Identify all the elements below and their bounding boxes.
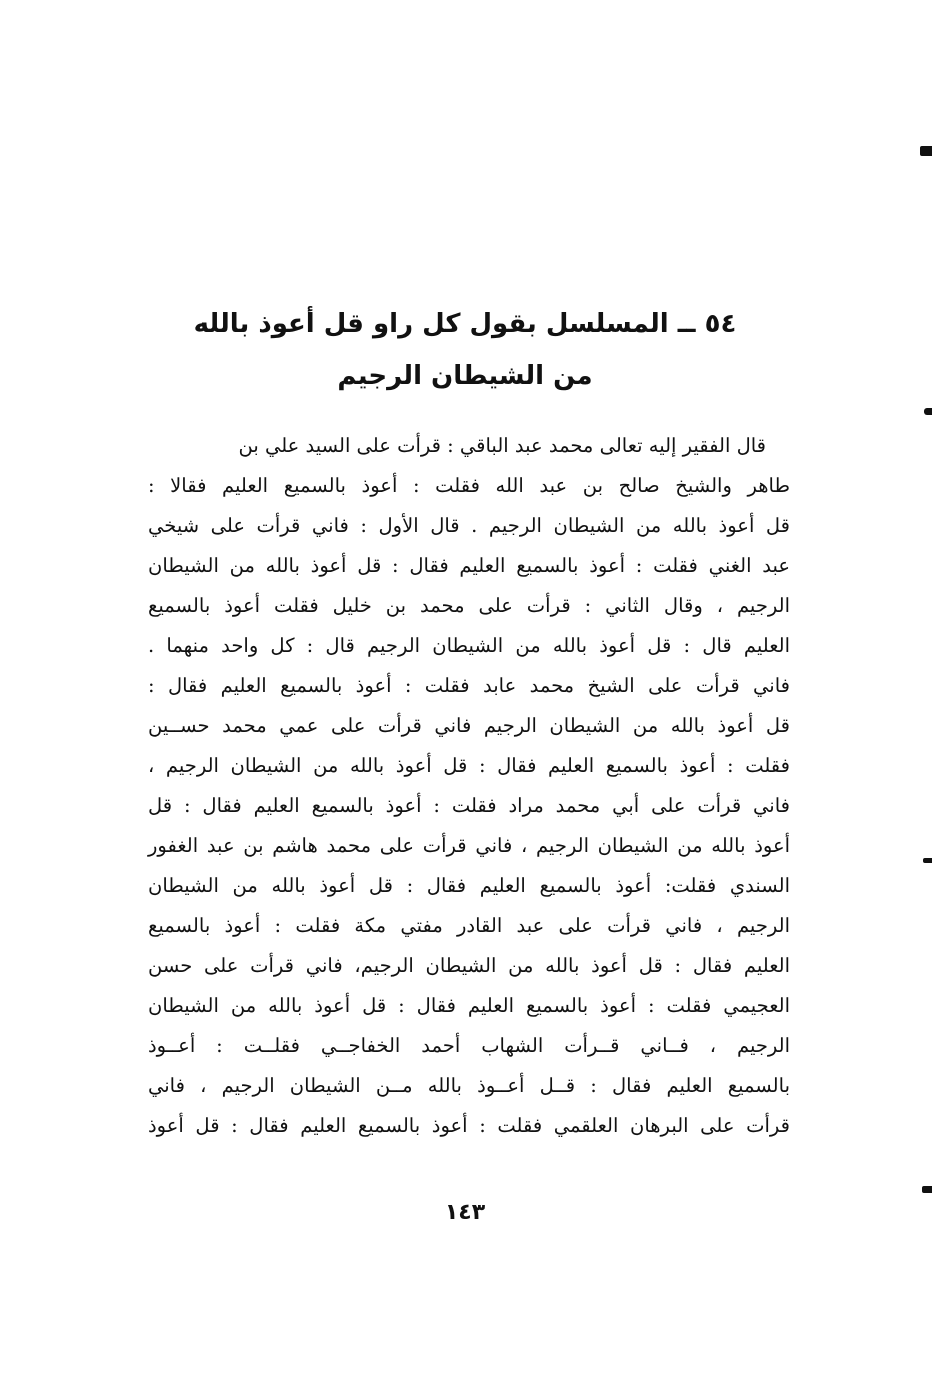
scan-edge-mark — [920, 146, 932, 156]
text-line: قرأت على البرهان العلقمي فقلت : أعوذ بالسميع العليم فقال : قل أعوذ — [148, 1114, 790, 1137]
page-number: ١٤٣ — [444, 1200, 486, 1225]
text-line: الرجيم ، فاني قرأت على عبد القادر مفتي مكة فقلت : أعوذ بالسميع — [148, 914, 790, 937]
text-line: طاهر والشيخ صالح بن عبد الله فقلت : أعوذ بالسميع العليم فقالا : — [148, 474, 790, 497]
section-title — [140, 298, 790, 402]
text-line: قل أعوذ بالله من الشيطان الرجيم فاني قرأت على عمي محمد حســين — [148, 714, 790, 737]
section-title-line-2: من الشيطان الرجيم — [337, 361, 593, 391]
text-line: أعوذ بالله من الشيطان الرجيم ، فاني قرأت على محمد هاشم بن عبد الغفور — [148, 834, 790, 857]
scan-edge-mark — [923, 858, 932, 863]
text-line: العليم فقال : قل أعوذ بالله من الشيطان الرجيم، فاني قرأت على حسن — [148, 954, 790, 977]
text-line: السندي فقلت: أعوذ بالسميع العليم فقال : قل أعوذ بالله من الشيطان — [148, 874, 790, 897]
text-line: بالسميع العليم فقال : قــل أعــوذ بالله مــن الشيطان الرجيم ، فاني — [148, 1074, 790, 1097]
scan-edge-mark — [924, 408, 932, 415]
text-line: العجيمي فقلت : أعوذ بالسميع العليم فقال : قل أعوذ بالله من الشيطان — [148, 994, 790, 1017]
text-line: العليم قال : قل أعوذ بالله من الشيطان الرجيم قال : كل واحد منهما . — [148, 634, 790, 657]
text-line: عبد الغني فقلت : أعوذ بالسميع العليم فقال : قل أعوذ بالله من الشيطان — [148, 554, 790, 577]
text-line: الرجيم ، فــاني قــرأت الشهاب أحمد الخفاجــي فقلــت : أعــوذ — [148, 1034, 790, 1057]
text-line: فاني قرأت على الشيخ محمد عابد فقلت : أعوذ بالسميع العليم فقال : — [148, 674, 790, 697]
text-line: فقلت : أعوذ بالسميع العليم فقال : قل أعوذ بالله من الشيطان الرجيم ، — [148, 754, 790, 777]
section-title-line-1: ٥٤ ــ المسلسل بقول كل راو قل أعوذ بالله — [193, 309, 737, 339]
scan-edge-mark — [922, 1186, 932, 1193]
body-paragraph — [148, 426, 790, 1146]
text-line: قال الفقير إليه تعالى محمد عبد الباقي : قرأت على السيد علي بن — [238, 434, 766, 457]
text-line: قل أعوذ بالله من الشيطان الرجيم . قال الأول : فاني قرأت على شيخي — [148, 514, 790, 537]
text-line: فاني قرأت على أبي محمد مراد فقلت : أعوذ بالسميع العليم فقال : قل — [148, 794, 790, 817]
text-line: الرجيم ، وقال الثاني : قرأت على محمد بن خليل فقلت أعوذ بالسميع — [148, 594, 790, 617]
